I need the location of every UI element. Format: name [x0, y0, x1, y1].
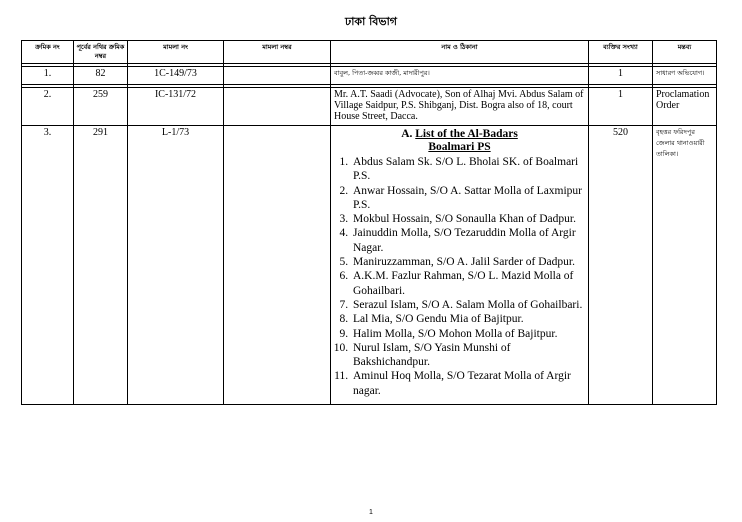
cell-previous-serial: 259	[74, 88, 128, 126]
cell-name-address: Mr. A.T. Saadi (Advocate), Son of Alhaj Mvi. Abdus Salam of Village Saidpur, P.S. Shibganj, Dist. Bogra also of 18, court House Street, Dacca.	[331, 88, 589, 126]
list-item: 5. Maniruzzamman, S/O A. Jalil Sarder of Dadpur.	[351, 255, 585, 269]
column-header-remarks: মন্তব্য	[653, 41, 717, 64]
cell-case-no: IC-131/72	[128, 88, 224, 126]
table-row	[22, 88, 717, 126]
list-item: 7. Serazul Islam, S/O A. Salam Molla of Gohailbari.	[351, 298, 585, 312]
list-item: 9. Halim Molla, S/O Mohon Molla of Bajitpur.	[351, 327, 585, 341]
list-item: 6. A.K.M. Fazlur Rahman, S/O L. Mazid Molla of Gohailbari.	[351, 269, 585, 298]
cell-name-address	[331, 126, 589, 405]
column-header-name-address: নাম ও ঠিকানা	[331, 41, 589, 64]
list-title-text: List of the Al-Badars	[415, 128, 518, 140]
column-header-case-number: মামলা নম্বর	[224, 41, 331, 64]
table-row	[22, 67, 717, 85]
cell-serial: 1.	[22, 67, 74, 85]
list-item: 8. Lal Mia, S/O Gendu Mia of Bajitpur.	[351, 312, 585, 326]
list-marker: A.	[401, 128, 413, 140]
cell-remarks: সাধারণ অভিযোগ।	[653, 67, 717, 85]
column-header-serial: ক্রমিক নং	[22, 41, 74, 64]
cell-case-number	[224, 67, 331, 85]
cell-previous-serial: 82	[74, 67, 128, 85]
list-item: 1. Abdus Salam Sk. S/O L. Bholai SK. of Boalmari P.S.	[351, 155, 585, 184]
column-header-case-no: মামলা নং	[128, 41, 224, 64]
cell-serial: 3.	[22, 126, 74, 405]
list-item: 3. Mokbul Hossain, S/O Sonaulla Khan of Dadpur.	[351, 212, 585, 226]
cell-name-address: বাবুল, পিতা-জব্বর কাজী, মাদারীপুর।	[331, 67, 589, 85]
cell-case-no: 1C-149/73	[128, 67, 224, 85]
list-item: 4. Jainuddin Molla, S/O Tezaruddin Molla of Argir Nagar.	[351, 226, 585, 255]
cell-persons: 1	[589, 88, 653, 126]
table-header-row	[22, 41, 717, 64]
cell-case-number	[224, 88, 331, 126]
list-subtitle-text: Boalmari PS	[428, 141, 491, 153]
list-title	[334, 128, 585, 140]
records-table	[21, 40, 717, 405]
list-item: 10. Nurul Islam, S/O Yasin Munshi of Bakshichandpur.	[351, 341, 585, 370]
column-header-persons: ব্যক্তির সংখ্যা	[589, 41, 653, 64]
list-item: 2. Anwar Hossain, S/O A. Sattar Molla of Laxmipur P.S.	[351, 184, 585, 213]
cell-remarks: বৃহত্তর ফরিদপুর জেলার থানাওয়ারী তালিকা।	[653, 126, 717, 405]
list-subtitle	[334, 141, 585, 153]
cell-persons: 1	[589, 67, 653, 85]
table-row	[22, 126, 717, 405]
member-list	[334, 155, 585, 398]
page-title: ঢাকা বিভাগ	[345, 15, 397, 28]
page-number: 1	[369, 509, 373, 516]
column-header-previous-serial: পূর্বের নথির ক্রমিক নম্বর	[74, 41, 128, 64]
cell-persons: 520	[589, 126, 653, 405]
list-item: 11. Aminul Hoq Molla, S/O Tezarat Molla of Argir nagar.	[351, 369, 585, 398]
cell-serial: 2.	[22, 88, 74, 126]
cell-remarks: Proclamation Order	[653, 88, 717, 126]
cell-case-number	[224, 126, 331, 405]
cell-case-no: L-1/73	[128, 126, 224, 405]
cell-previous-serial: 291	[74, 126, 128, 405]
